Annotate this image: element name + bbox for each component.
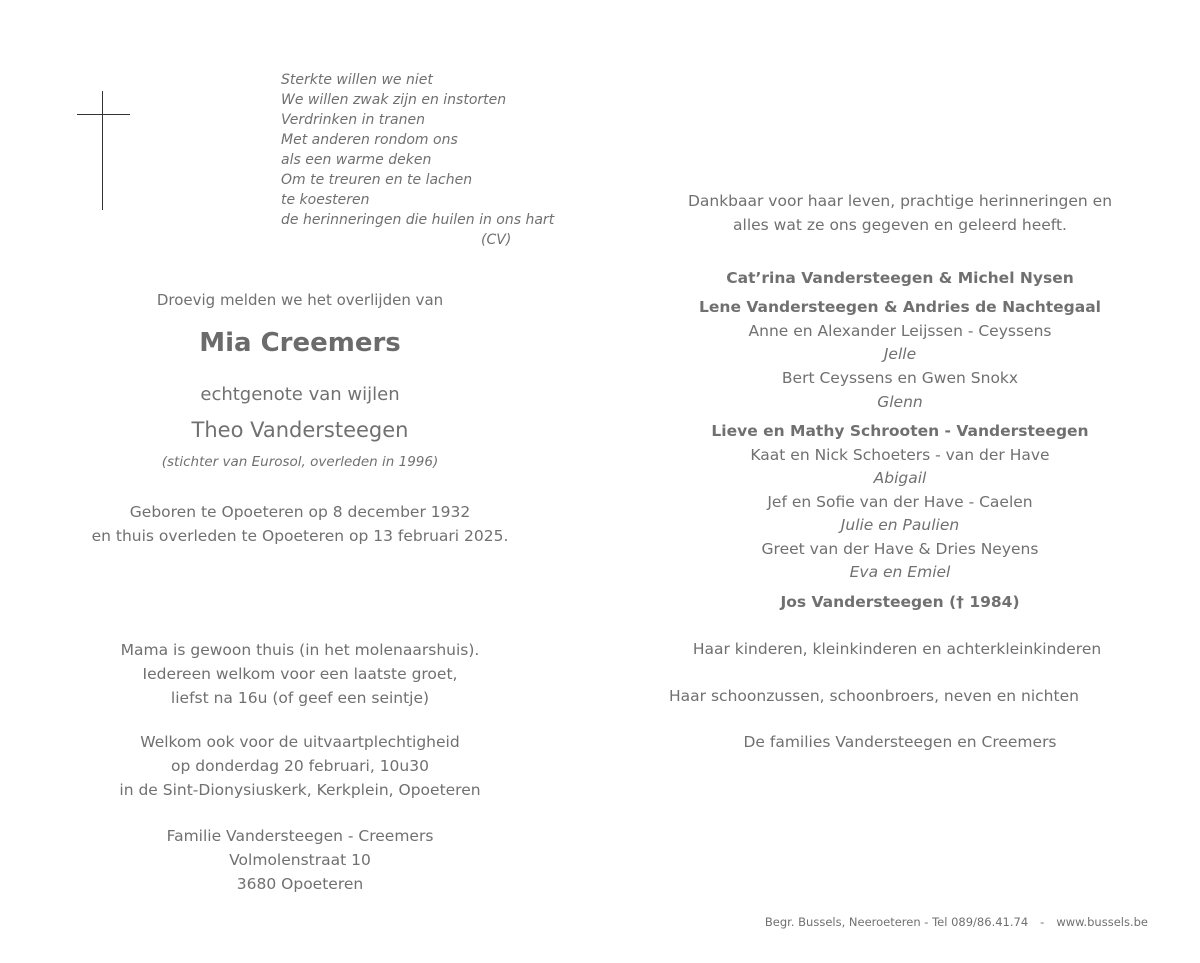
family-member-great-grandchild: Glenn <box>877 393 923 411</box>
poem-line: te koesteren <box>281 192 370 208</box>
family-member-great-grandchild: Julie en Paulien <box>840 516 960 534</box>
printer-website-link[interactable]: www.bussels.be <box>1056 915 1148 929</box>
family-member-child: Lene Vandersteegen & Andries de Nachtegaal <box>699 298 1101 316</box>
poem-line: We willen zwak zijn en instorten <box>281 92 507 108</box>
printer-info: Begr. Bussels, Neeroeteren - Tel 089/86.41.74 <box>764 915 1029 929</box>
spouse-note: (stichter van Eurosol, overleden in 1996) <box>161 454 439 470</box>
family-member-child: Lieve en Mathy Schrooten - Vandersteegen <box>711 422 1089 440</box>
thanks-line: alles wat ze ons gegeven en geleerd heeft. <box>733 216 1067 234</box>
address-line: Volmolenstraat 10 <box>229 851 371 869</box>
cross-horizontal-bar <box>77 114 130 115</box>
visitation-line: liefst na 16u (of geef een seintje) <box>170 689 430 707</box>
family-member-grandchild: Kaat en Nick Schoeters - van der Have <box>750 446 1050 464</box>
cross-icon <box>77 91 130 210</box>
cross-vertical-bar <box>102 91 103 210</box>
funeral-info <box>50 730 550 802</box>
poem-line: Verdrinken in tranen <box>281 112 425 128</box>
family-member-grandchild: Jef en Sofie van der Have - Caelen <box>767 493 1033 511</box>
family-member-child: Cat’rina Vandersteegen & Michel Nysen <box>726 269 1074 287</box>
family-member-grandchild: Bert Ceyssens en Gwen Snokx <box>781 369 1019 387</box>
birth-death-info <box>50 500 550 548</box>
family-member-grandchild: Greet van der Have & Dries Neyens <box>761 540 1039 558</box>
address-line: 3680 Opoeteren <box>236 875 364 893</box>
address-line: Familie Vandersteegen - Creemers <box>166 827 434 845</box>
footer-separator: - <box>1040 915 1045 929</box>
spouse-name: Theo Vandersteegen <box>191 418 409 442</box>
poem <box>281 70 581 250</box>
family-member-grandchild: Anne en Alexander Leijssen - Ceyssens <box>748 322 1052 340</box>
poem-line: Om te treuren en te lachen <box>281 172 473 188</box>
funeral-line: in de Sint-Dionysiuskerk, Kerkplein, Opoeteren <box>119 781 481 799</box>
family-address <box>50 824 550 896</box>
visitation-line: Mama is gewoon thuis (in het molenaarshuis). <box>120 641 480 659</box>
funeral-line: op donderdag 20 februari, 10u30 <box>171 757 429 775</box>
printer-footer <box>760 914 1148 930</box>
family-member-great-grandchild: Eva en Emiel <box>849 563 951 581</box>
poem-author: (CV) <box>481 232 512 248</box>
thanks-line: Dankbaar voor haar leven, prachtige herinneringen en <box>687 192 1113 210</box>
funeral-line: Welkom ook voor de uitvaartplechtigheid <box>140 733 460 751</box>
poem-line: als een warme deken <box>281 152 432 168</box>
family-member-great-grandchild: Abigail <box>873 469 927 487</box>
family-member-child: Jos Vandersteegen († 1984) <box>780 593 1020 611</box>
birth-line: Geboren te Opoeteren op 8 december 1932 <box>129 503 471 521</box>
family-group-line: Haar kinderen, kleinkinderen en achterkleinkinderen <box>692 640 1102 658</box>
poem-line: Sterkte willen we niet <box>281 72 433 88</box>
family-group-line: De families Vandersteegen en Creemers <box>743 733 1057 751</box>
poem-line: Met anderen rondom ons <box>281 132 458 148</box>
family-group-line: Haar schoonzussen, schoonbroers, neven en nichten <box>669 687 1079 705</box>
deceased-name: Mia Creemers <box>199 328 401 358</box>
visitation-info <box>50 638 550 710</box>
visitation-line: Iedereen welkom voor een laatste groet, <box>142 665 458 683</box>
family-member-great-grandchild: Jelle <box>883 345 917 363</box>
death-line: en thuis overleden te Opoeteren op 13 februari 2025. <box>91 527 509 545</box>
announcement: Droevig melden we het overlijden van <box>156 291 444 309</box>
spouse-label: echtgenote van wijlen <box>200 384 400 405</box>
poem-line: de herinneringen die huilen in ons hart <box>281 212 555 228</box>
thanks-text <box>650 189 1150 237</box>
